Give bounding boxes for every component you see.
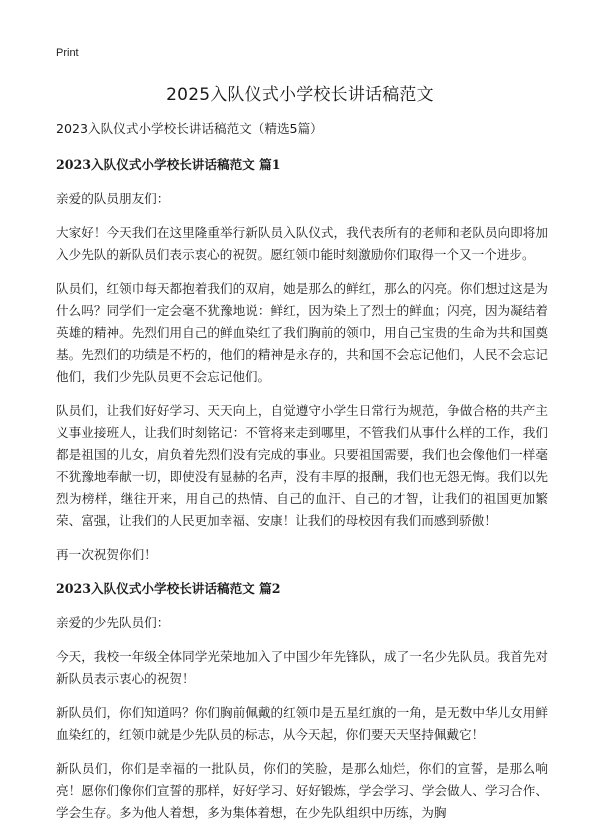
section1-greeting: 亲爱的队员朋友们：: [56, 191, 170, 206]
document-subtitle: 2023入队仪式小学校长讲话稿范文（精选5篇）: [56, 121, 323, 136]
print-link[interactable]: Print: [56, 47, 79, 59]
section2-paragraph: 今天，我校一年级全体同学光荣地加入了中国少年先锋队，成了一名少先队员。我首先对新队员表示衷心的祝贺！: [56, 649, 548, 686]
section2-greeting: 亲爱的少先队员们：: [56, 615, 170, 630]
section-heading-1: 2023入队仪式小学校长讲话稿范文 篇1: [56, 157, 281, 172]
section1-paragraph: 大家好！今天我们在这里隆重举行新队员入队仪式，我代表所有的老师和老队员向即将加入少先队的新队员们表示衷心的祝贺。愿红领巾能时刻激励你们取得一个又一个进步。: [56, 225, 548, 262]
section2-paragraph: 新队员们，你们知道吗？你们胸前佩戴的红领巾是五星红旗的一角，是无数中华儿女用鲜血染红的，红领巾就是少先队员的标志，从今天起，你们要天天坚持佩戴它！: [56, 705, 548, 742]
page-title: 2025入队仪式小学校长讲话稿范文: [166, 85, 434, 105]
section1-closing: 再一次祝贺你们！: [56, 547, 157, 562]
section1-paragraph: 队员们，红领巾每天都抱着我们的双肩，她是那么的鲜红，那么的闪亮。你们想过这是为什么吗？同学们一定会毫不犹豫地说：鲜红，因为染上了烈士的鲜血；闪亮，因为凝结着英雄的精神。先烈们用自己的鲜血染红了我们胸前的领巾，用自己宝贵的生命为共和国奠基。先烈们的功绩是不朽的，他们的精神是永存的，共和国不会忘记他们，人民不会忘记他们，我们少先队员更不会忘记他们。: [56, 281, 548, 384]
section-heading-2: 2023入队仪式小学校长讲话稿范文 篇2: [56, 581, 281, 596]
section2-paragraph: 新队员们，你们是幸福的一批队员，你们的笑脸，是那么灿烂，你们的宣誓，是那么响亮！愿你们像你们宣誓的那样，好好学习、好好锻炼，学会学习、学会做人、学习合作、学会生存。多为他人着想，多为集体着想，在少先队组织中历练，为胸: [56, 761, 548, 820]
section1-paragraph: 队员们，让我们好好学习、天天向上，自觉遵守小学生日常行为规范，争做合格的共产主义事业接班人，让我们时刻铭记：不管将来走到哪里，不管我们从事什么样的工作，我们都是祖国的儿女，肩负着先烈们没有完成的事业。只要祖国需要，我们也会像他们一样毫不犹豫地奉献一切，即使没有显赫的名声，没有丰厚的报酬，我们也无怨无悔。我们以先烈为榜样，继往开来，用自己的热情、自己的血汗、自己的才智，让我们的祖国更加繁荣、富强，让我们的人民更加幸福、安康！让我们的母校因有我们而感到骄傲！: [56, 403, 548, 528]
document-body: [56, 118, 548, 828]
